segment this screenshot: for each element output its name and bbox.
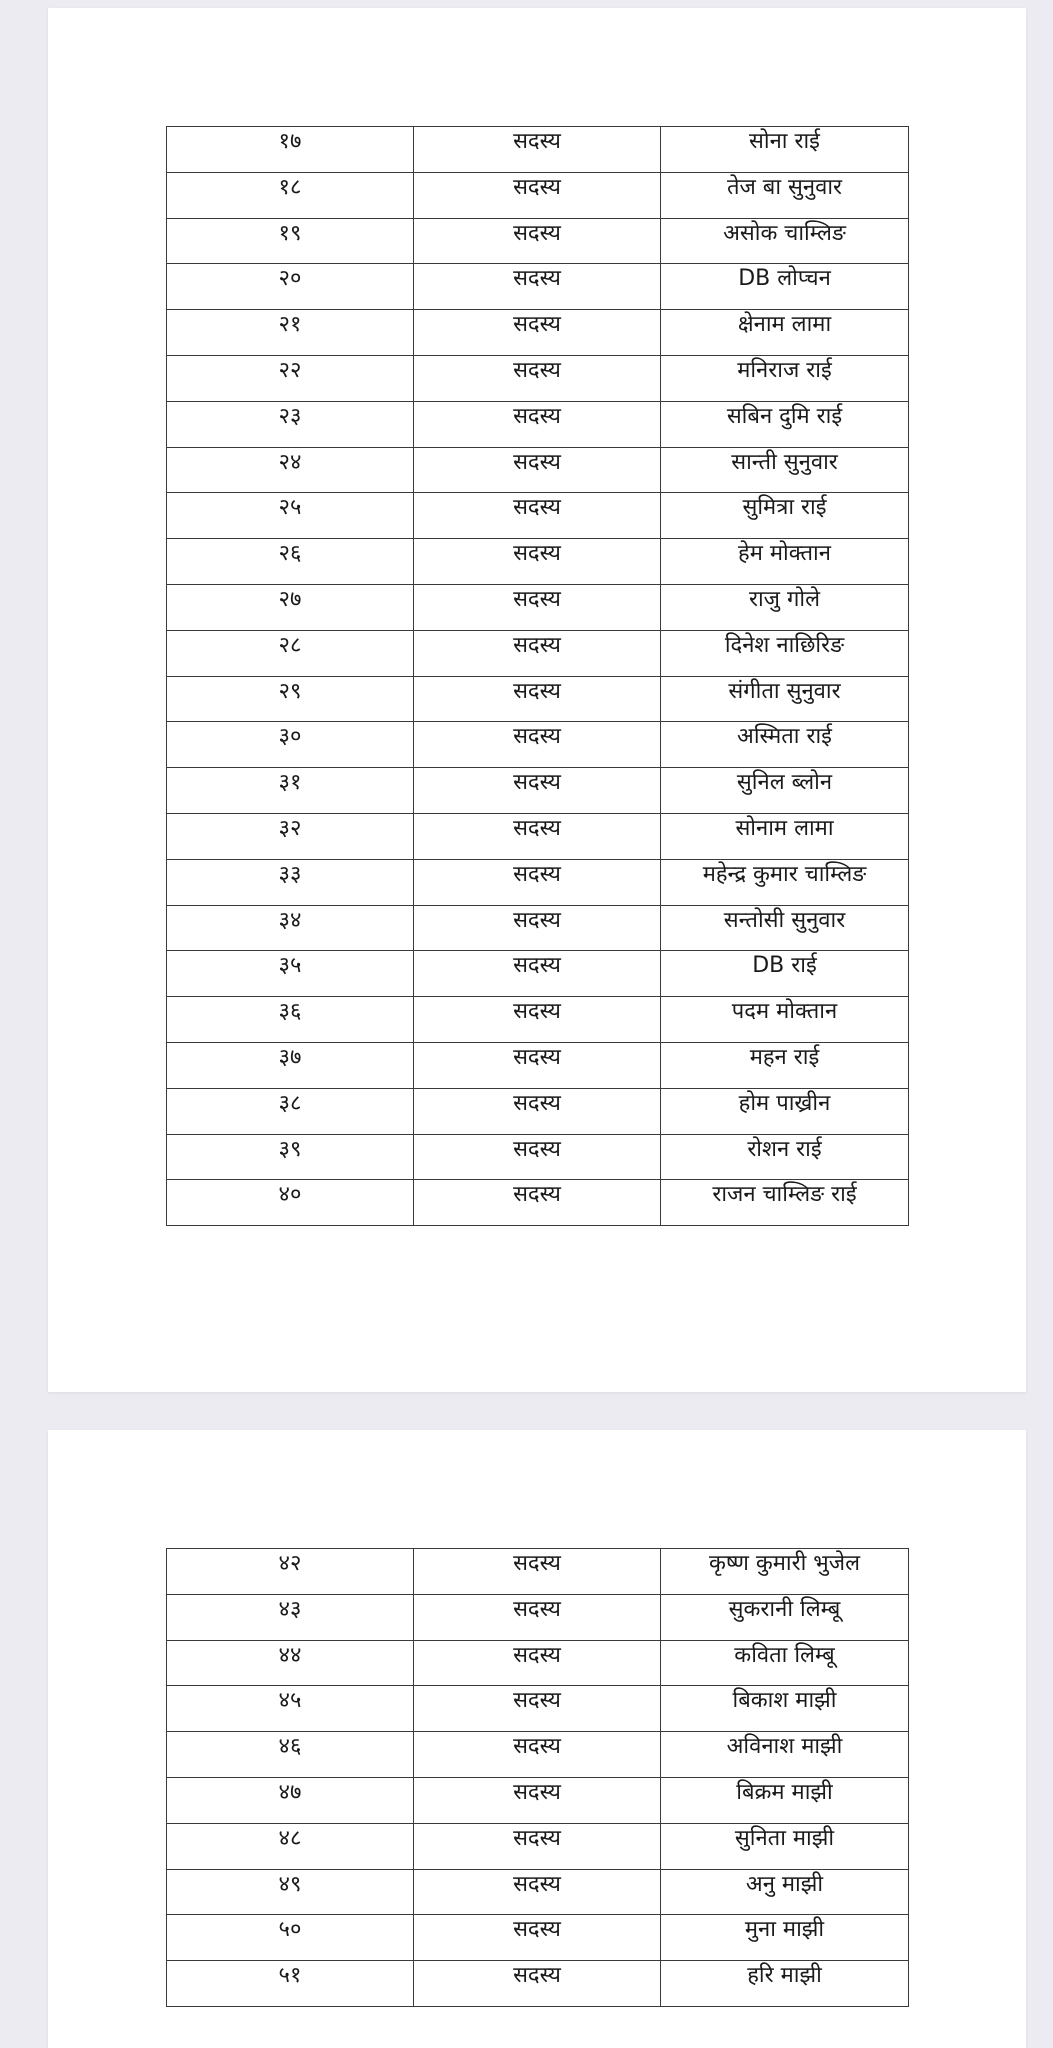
role-cell: सदस्य	[414, 1180, 661, 1226]
member-name-cell: हरि माझी	[661, 1961, 909, 2007]
member-name-cell: अस्मिता राई	[661, 722, 909, 768]
table-row	[167, 905, 909, 951]
table-row	[167, 1686, 909, 1732]
member-name-cell: सोनाम लामा	[661, 813, 909, 859]
serial-number-cell: २०	[167, 264, 414, 310]
serial-number-cell: ४४	[167, 1640, 414, 1686]
serial-number-cell: ३०	[167, 722, 414, 768]
table-row	[167, 1915, 909, 1961]
table-row	[167, 1594, 909, 1640]
member-name-cell: असोक चाम्लिङ	[661, 218, 909, 264]
serial-number-cell: ४६	[167, 1732, 414, 1778]
role-cell: सदस्य	[414, 951, 661, 997]
table-row	[167, 722, 909, 768]
serial-number-cell: ३७	[167, 1042, 414, 1088]
role-cell: सदस्य	[414, 1961, 661, 2007]
serial-number-cell: १९	[167, 218, 414, 264]
role-cell: सदस्य	[414, 1640, 661, 1686]
serial-number-cell: ४०	[167, 1180, 414, 1226]
table-row	[167, 951, 909, 997]
serial-number-cell: १८	[167, 172, 414, 218]
document-page-2	[48, 1430, 1026, 2048]
role-cell: सदस्य	[414, 1777, 661, 1823]
serial-number-cell: ५१	[167, 1961, 414, 2007]
role-cell: सदस्य	[414, 355, 661, 401]
role-cell: सदस्य	[414, 172, 661, 218]
role-cell: सदस्य	[414, 905, 661, 951]
serial-number-cell: ३९	[167, 1134, 414, 1180]
role-cell: सदस्य	[414, 539, 661, 585]
table-row	[167, 310, 909, 356]
table-row	[167, 493, 909, 539]
table-row	[167, 676, 909, 722]
member-name-cell: सुनिल ब्लोन	[661, 768, 909, 814]
document-page-1	[48, 8, 1026, 1392]
table-row	[167, 1042, 909, 1088]
serial-number-cell: २२	[167, 355, 414, 401]
serial-number-cell: ४५	[167, 1686, 414, 1732]
serial-number-cell: २५	[167, 493, 414, 539]
serial-number-cell: ३८	[167, 1088, 414, 1134]
member-name-cell: क्षेनाम लामा	[661, 310, 909, 356]
member-name-cell: सन्तोसी सुनुवार	[661, 905, 909, 951]
table-row	[167, 1640, 909, 1686]
member-name-cell: मनिराज राई	[661, 355, 909, 401]
role-cell: सदस्य	[414, 1869, 661, 1915]
role-cell: सदस्य	[414, 1732, 661, 1778]
role-cell: सदस्य	[414, 1088, 661, 1134]
role-cell: सदस्य	[414, 401, 661, 447]
table-row	[167, 172, 909, 218]
table-row	[167, 1823, 909, 1869]
member-name-cell: सोना राई	[661, 127, 909, 173]
member-name-cell: रोशन राई	[661, 1134, 909, 1180]
member-name-cell: कृष्ण कुमारी भुजेल	[661, 1549, 909, 1595]
member-table-page-1	[166, 126, 909, 1226]
member-name-cell: अनु माझी	[661, 1869, 909, 1915]
role-cell: सदस्य	[414, 630, 661, 676]
table-row	[167, 768, 909, 814]
member-name-cell: DB राई	[661, 951, 909, 997]
member-name-cell: सबिन दुमि राई	[661, 401, 909, 447]
role-cell: सदस्य	[414, 310, 661, 356]
member-name-cell: मुना माझी	[661, 1915, 909, 1961]
serial-number-cell: ३६	[167, 997, 414, 1043]
role-cell: सदस्य	[414, 1042, 661, 1088]
member-name-cell: दिनेश नाछिरिङ	[661, 630, 909, 676]
table-row	[167, 1777, 909, 1823]
serial-number-cell: ३३	[167, 859, 414, 905]
table-row	[167, 813, 909, 859]
member-name-cell: पदम मोक्तान	[661, 997, 909, 1043]
role-cell: सदस्य	[414, 584, 661, 630]
member-name-cell: सान्ती सुनुवार	[661, 447, 909, 493]
serial-number-cell: २६	[167, 539, 414, 585]
table-row	[167, 1549, 909, 1595]
member-name-cell: बिकाश माझी	[661, 1686, 909, 1732]
role-cell: सदस्य	[414, 1549, 661, 1595]
serial-number-cell: ३२	[167, 813, 414, 859]
member-name-cell: अविनाश माझी	[661, 1732, 909, 1778]
role-cell: सदस्य	[414, 722, 661, 768]
serial-number-cell: ३५	[167, 951, 414, 997]
role-cell: सदस्य	[414, 768, 661, 814]
table-row	[167, 1134, 909, 1180]
serial-number-cell: २४	[167, 447, 414, 493]
serial-number-cell: ३१	[167, 768, 414, 814]
role-cell: सदस्य	[414, 493, 661, 539]
serial-number-cell: २७	[167, 584, 414, 630]
role-cell: सदस्य	[414, 447, 661, 493]
member-name-cell: DB लोप्चन	[661, 264, 909, 310]
table-row	[167, 539, 909, 585]
role-cell: सदस्य	[414, 1134, 661, 1180]
serial-number-cell: ४३	[167, 1594, 414, 1640]
serial-number-cell: ४८	[167, 1823, 414, 1869]
member-name-cell: सुमित्रा राई	[661, 493, 909, 539]
role-cell: सदस्य	[414, 1594, 661, 1640]
serial-number-cell: ४९	[167, 1869, 414, 1915]
role-cell: सदस्य	[414, 127, 661, 173]
member-name-cell: सुनिता माझी	[661, 1823, 909, 1869]
table-row	[167, 997, 909, 1043]
member-name-cell: संगीता सुनुवार	[661, 676, 909, 722]
member-name-cell: हेम मोक्तान	[661, 539, 909, 585]
serial-number-cell: ४७	[167, 1777, 414, 1823]
serial-number-cell: २९	[167, 676, 414, 722]
serial-number-cell: २३	[167, 401, 414, 447]
table-row	[167, 1180, 909, 1226]
member-table-body	[167, 127, 909, 1226]
member-table-page-2	[166, 1548, 909, 2007]
serial-number-cell: ५०	[167, 1915, 414, 1961]
role-cell: सदस्य	[414, 813, 661, 859]
table-row	[167, 264, 909, 310]
serial-number-cell: २८	[167, 630, 414, 676]
member-name-cell: होम पाख्रीन	[661, 1088, 909, 1134]
serial-number-cell: २१	[167, 310, 414, 356]
role-cell: सदस्य	[414, 264, 661, 310]
member-name-cell: सुकरानी लिम्बू	[661, 1594, 909, 1640]
member-name-cell: महन राई	[661, 1042, 909, 1088]
member-name-cell: कविता लिम्बू	[661, 1640, 909, 1686]
serial-number-cell: १७	[167, 127, 414, 173]
member-name-cell: राजु गोले	[661, 584, 909, 630]
role-cell: सदस्य	[414, 218, 661, 264]
serial-number-cell: ४२	[167, 1549, 414, 1595]
table-row	[167, 401, 909, 447]
role-cell: सदस्य	[414, 859, 661, 905]
role-cell: सदस्य	[414, 676, 661, 722]
table-row	[167, 584, 909, 630]
serial-number-cell: ३४	[167, 905, 414, 951]
role-cell: सदस्य	[414, 1686, 661, 1732]
member-name-cell: तेज बा सुनुवार	[661, 172, 909, 218]
table-row	[167, 1088, 909, 1134]
member-table-body	[167, 1549, 909, 2007]
member-name-cell: महेन्द्र कुमार चाम्लिङ	[661, 859, 909, 905]
role-cell: सदस्य	[414, 1823, 661, 1869]
table-row	[167, 859, 909, 905]
table-row	[167, 127, 909, 173]
member-name-cell: बिक्रम माझी	[661, 1777, 909, 1823]
role-cell: सदस्य	[414, 1915, 661, 1961]
table-row	[167, 218, 909, 264]
table-row	[167, 630, 909, 676]
member-name-cell: राजन चाम्लिङ राई	[661, 1180, 909, 1226]
table-row	[167, 355, 909, 401]
table-row	[167, 1961, 909, 2007]
role-cell: सदस्य	[414, 997, 661, 1043]
table-row	[167, 1732, 909, 1778]
table-row	[167, 447, 909, 493]
table-row	[167, 1869, 909, 1915]
